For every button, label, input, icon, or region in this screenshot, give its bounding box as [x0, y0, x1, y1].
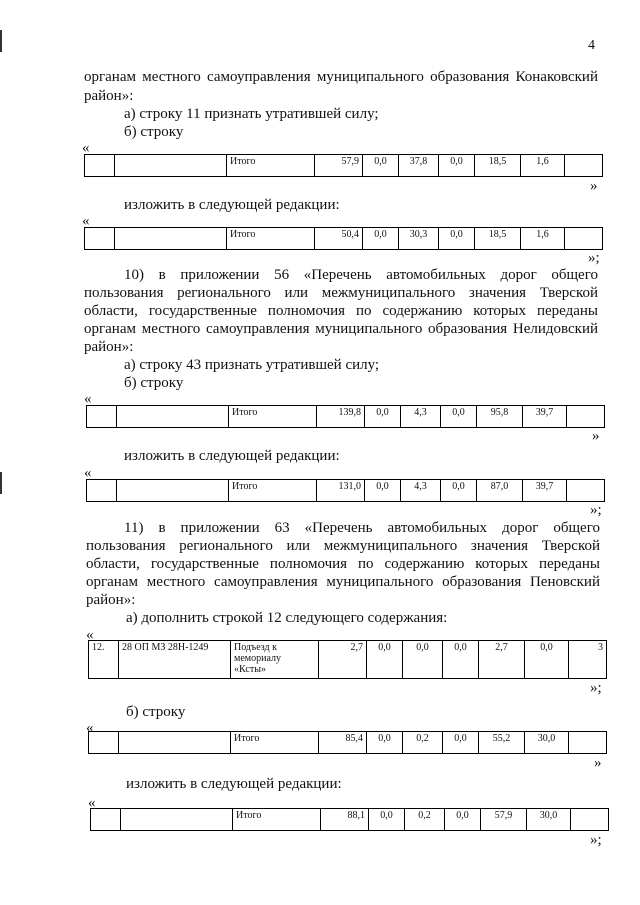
table-cell [89, 732, 119, 754]
page-number: 4 [588, 38, 595, 53]
table-cell: 0,0 [443, 641, 479, 679]
close-quote: »; [590, 680, 602, 696]
paragraph-line: органам местного самоуправления муниципального образования Нелидовский [84, 321, 598, 337]
close-quote: » [592, 428, 600, 444]
table-cell [85, 228, 115, 250]
amendment-table [88, 640, 607, 679]
table-cell [117, 480, 229, 502]
table-cell: 0,0 [365, 406, 401, 428]
table-row [91, 809, 609, 831]
table-cell [91, 809, 121, 831]
amendment-table [86, 479, 605, 502]
table-row [87, 480, 605, 502]
paragraph-line: пользования регионального или межмуниципального значения Тверской [86, 538, 600, 554]
table-cell [87, 406, 117, 428]
close-quote: »; [588, 250, 600, 266]
table-cell [117, 406, 229, 428]
table-cell [567, 480, 605, 502]
table-cell: 87,0 [477, 480, 523, 502]
close-quote: » [594, 755, 602, 771]
table-cell: 0,0 [403, 641, 443, 679]
amendment-table [86, 405, 605, 428]
table-cell: 0,0 [367, 732, 403, 754]
table-cell: 0,0 [363, 155, 399, 177]
table-cell: 30,0 [527, 809, 571, 831]
table-cell: 57,9 [315, 155, 363, 177]
table-cell [571, 809, 609, 831]
table-cell: 4,3 [401, 480, 441, 502]
table-cell: Итого [227, 228, 315, 250]
close-quote: »; [590, 832, 602, 848]
table-cell: 139,8 [317, 406, 365, 428]
table-cell: 0,0 [441, 406, 477, 428]
table-cell: Итого [229, 406, 317, 428]
paragraph-line: органам местного самоуправления муниципального образования Конаковский [84, 69, 598, 85]
table-cell [565, 155, 603, 177]
amendment-table [84, 227, 603, 250]
table-cell: 88,1 [321, 809, 369, 831]
table-cell: 50,4 [315, 228, 363, 250]
table-cell: 0,0 [365, 480, 401, 502]
paragraph-line: изложить в следующей редакции: [124, 197, 340, 213]
paragraph-line: б) строку [124, 375, 184, 391]
table-cell: Итого [231, 732, 319, 754]
table-cell [115, 228, 227, 250]
table-cell: 0,0 [363, 228, 399, 250]
paragraph-line: а) строку 11 признать утратившей силу; [124, 106, 379, 122]
table-cell [119, 732, 231, 754]
table-cell: 95,8 [477, 406, 523, 428]
close-quote: »; [590, 502, 602, 518]
table-cell [85, 155, 115, 177]
paragraph-line: район»: [86, 592, 136, 608]
paragraph-line: район»: [84, 339, 134, 355]
paragraph-line: район»: [84, 88, 134, 104]
table-cell: 131,0 [317, 480, 365, 502]
table-cell: 0,0 [439, 228, 475, 250]
paragraph-line: а) строку 43 признать утратившей силу; [124, 357, 380, 373]
table-cell: 55,2 [479, 732, 525, 754]
table-row [85, 228, 603, 250]
table-cell: 39,7 [523, 406, 567, 428]
table-cell: Подъезд к мемориалу «Ксты» [231, 641, 319, 679]
open-quote: « [82, 140, 90, 156]
paragraph-line: пользования регионального или межмуниципального значения Тверской [84, 285, 598, 301]
table-cell: 0,0 [445, 809, 481, 831]
table-cell: 2,7 [319, 641, 367, 679]
amendment-table [88, 731, 607, 754]
table-cell: 12. [89, 641, 119, 679]
table-cell: 0,0 [443, 732, 479, 754]
table-row [89, 732, 607, 754]
paragraph-line: области, государственные полномочия по содержанию которых переданы [86, 556, 600, 572]
table-cell: Итого [229, 480, 317, 502]
table-cell: 0,2 [403, 732, 443, 754]
table-cell: 0,0 [367, 641, 403, 679]
table-cell: 4,3 [401, 406, 441, 428]
table-cell: 18,5 [475, 155, 521, 177]
table-cell: 37,8 [399, 155, 439, 177]
table-cell: 30,3 [399, 228, 439, 250]
table-cell: 3 [569, 641, 607, 679]
table-cell: 57,9 [481, 809, 527, 831]
table-cell: 0,2 [405, 809, 445, 831]
open-quote: « [84, 465, 92, 481]
table-cell: Итого [233, 809, 321, 831]
paragraph-line: изложить в следующей редакции: [126, 776, 342, 792]
open-quote: « [86, 720, 94, 736]
table-cell [565, 228, 603, 250]
table-cell: 2,7 [479, 641, 525, 679]
open-quote: « [86, 627, 94, 643]
paragraph-line: б) строку [124, 124, 184, 140]
paragraph-line: а) дополнить строкой 12 следующего содержания: [126, 610, 448, 626]
open-quote: « [88, 795, 96, 811]
binder-mark [0, 30, 2, 52]
table-cell: 28 ОП МЗ 28Н-1249 [119, 641, 231, 679]
paragraph-line: б) строку [126, 704, 186, 720]
paragraph-line: 11) в приложении 63 «Перечень автомобильных дорог общего [124, 520, 600, 536]
binder-mark [0, 472, 2, 494]
open-quote: « [84, 391, 92, 407]
paragraph-line: 10) в приложении 56 «Перечень автомобильных дорог общего [124, 267, 598, 283]
table-cell [569, 732, 607, 754]
table-cell [121, 809, 233, 831]
table-cell: 0,0 [369, 809, 405, 831]
table-cell: Итого [227, 155, 315, 177]
paragraph-line: изложить в следующей редакции: [124, 448, 340, 464]
table-cell [115, 155, 227, 177]
table-cell: 30,0 [525, 732, 569, 754]
paragraph-line: области, государственные полномочия по содержанию которых переданы [84, 303, 598, 319]
table-cell: 85,4 [319, 732, 367, 754]
open-quote: « [82, 213, 90, 229]
close-quote: » [590, 178, 598, 194]
table-cell: 0,0 [525, 641, 569, 679]
table-cell [567, 406, 605, 428]
table-cell: 18,5 [475, 228, 521, 250]
table-row [87, 406, 605, 428]
table-row [89, 641, 607, 679]
table-cell: 39,7 [523, 480, 567, 502]
paragraph-line: органам местного самоуправления муниципального образования Пеновский [86, 574, 600, 590]
amendment-table [90, 808, 609, 831]
amendment-table [84, 154, 603, 177]
table-cell: 1,6 [521, 155, 565, 177]
table-cell: 0,0 [439, 155, 475, 177]
table-row [85, 155, 603, 177]
table-cell: 0,0 [441, 480, 477, 502]
table-cell [87, 480, 117, 502]
table-cell: 1,6 [521, 228, 565, 250]
